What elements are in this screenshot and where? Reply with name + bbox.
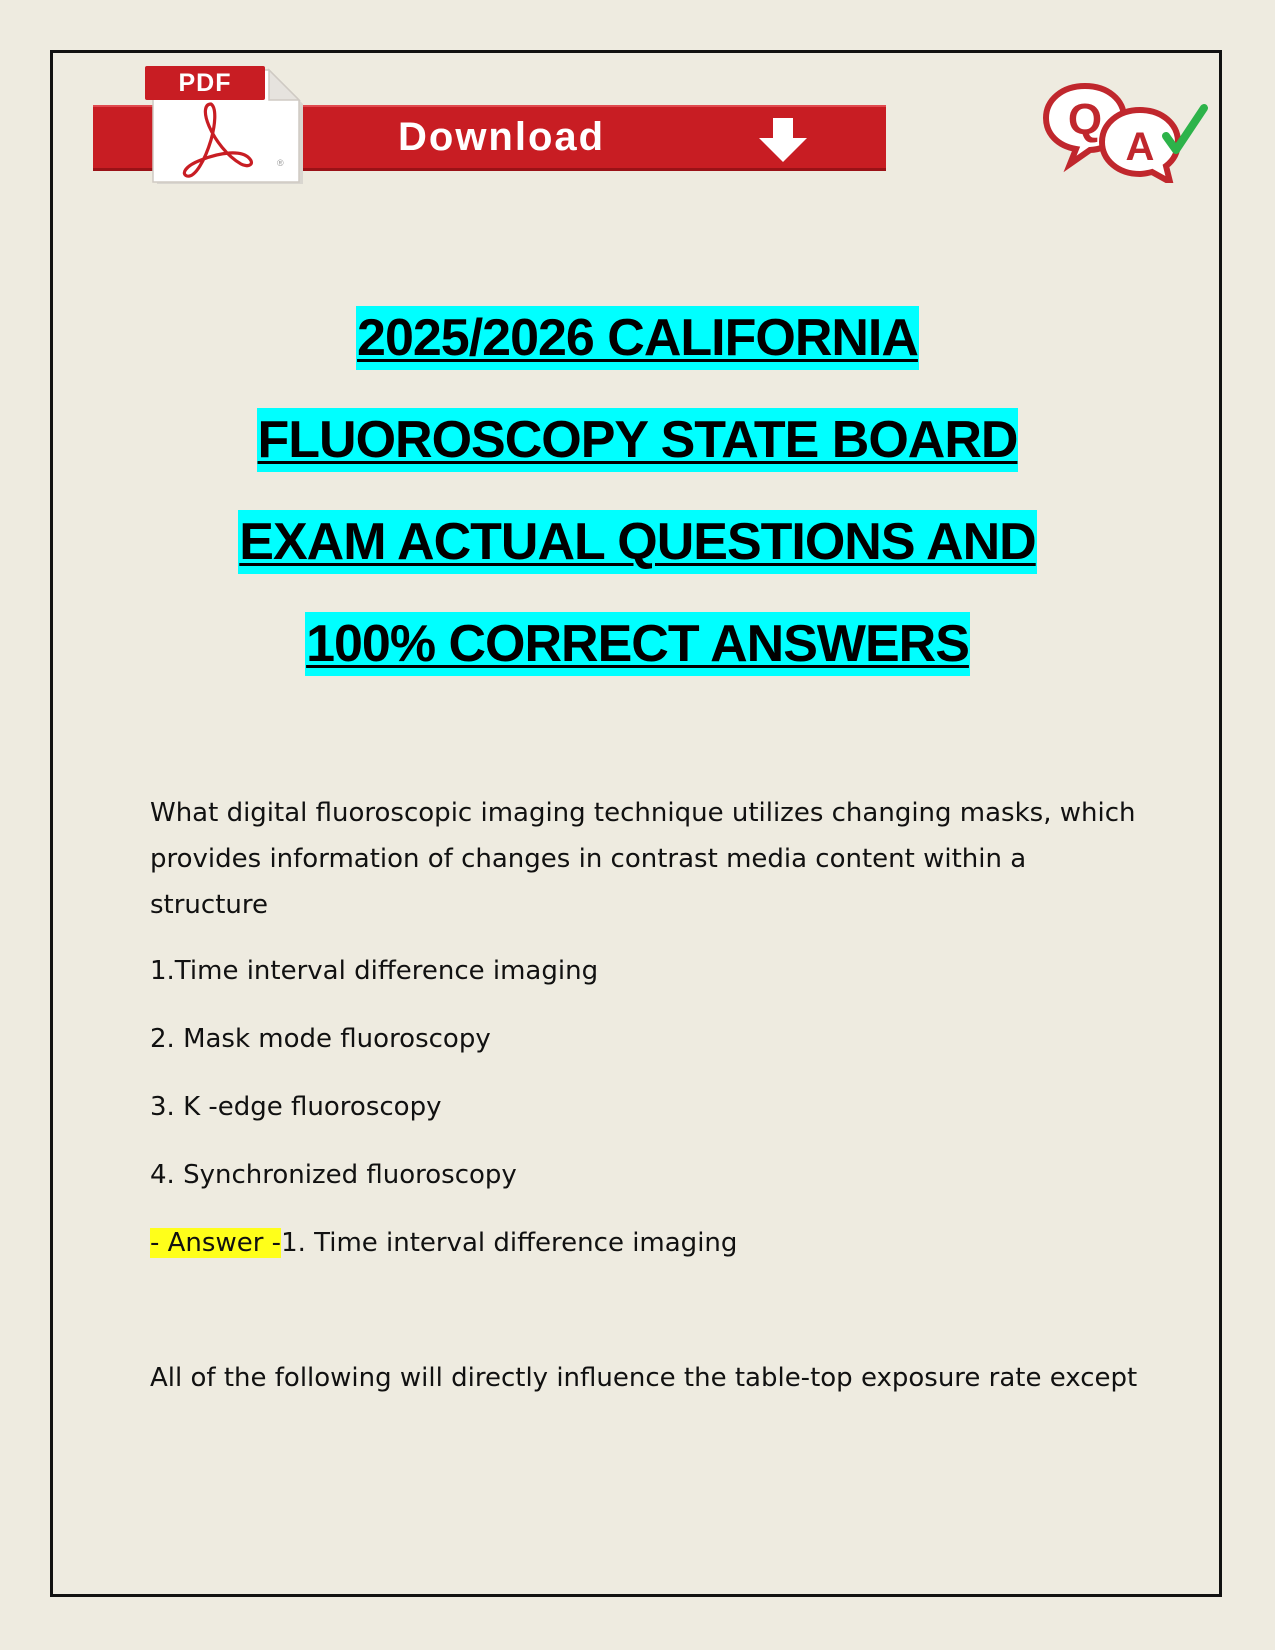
answer-option-2: 2. Mask mode fluoroscopy [150, 1024, 491, 1054]
question-block-1 [150, 790, 1150, 1266]
answer-tag: - Answer - [150, 1228, 282, 1258]
svg-text:®: ® [277, 158, 284, 168]
title-line-2: FLUOROSCOPY STATE BOARD [257, 408, 1019, 472]
question-text: What digital fluoroscopic imaging technique utilizes changing masks, which provides information of changes in contrast media content within a structure [150, 798, 1136, 920]
answer-option-3: 3. K -edge fluoroscopy [150, 1092, 442, 1122]
question-block-2 [150, 1355, 1150, 1401]
answer-text: 1. Time interval difference imaging [281, 1228, 738, 1258]
download-label: Download [398, 115, 606, 159]
question-text: All of the following will directly influence the table-top exposure rate except [150, 1363, 1138, 1393]
answer-line [150, 1220, 1150, 1266]
title-line-1: 2025/2026 CALIFORNIA [356, 306, 919, 370]
answer-option-4: 4. Synchronized fluoroscopy [150, 1160, 517, 1190]
answer-option-1: 1.Time interval difference imaging [150, 956, 599, 986]
document-title [0, 300, 1275, 708]
pdf-label: PDF [145, 66, 265, 100]
qa-logo-icon [1040, 78, 1210, 183]
title-line-4: 100% CORRECT ANSWERS [305, 612, 970, 676]
pdf-document-icon [145, 60, 305, 184]
title-line-3: EXAM ACTUAL QUESTIONS AND [238, 510, 1036, 574]
download-pdf-banner[interactable] [93, 58, 886, 186]
download-arrow-icon [753, 116, 813, 164]
qa-a-letter: A [1125, 125, 1155, 169]
qa-q-letter: Q [1067, 95, 1103, 144]
